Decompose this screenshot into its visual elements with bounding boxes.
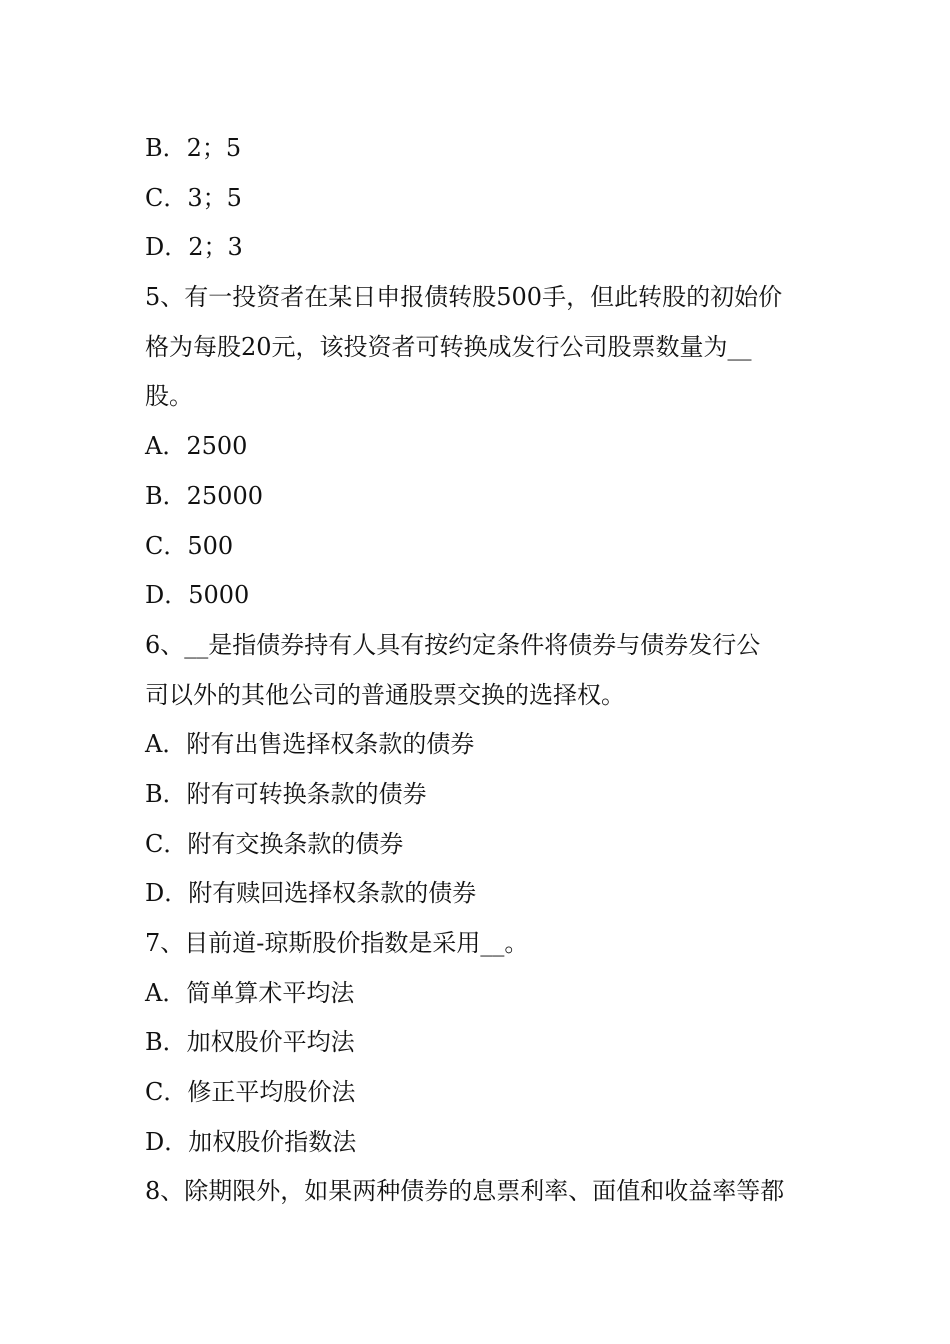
question-6-line-1: 6、__是指债券持有人具有按约定条件将债券与债券发行公 bbox=[145, 630, 761, 659]
option-d-q6: D．附有赎回选择权条款的债券 bbox=[145, 879, 477, 908]
option-a-q7: A．简单算术平均法 bbox=[145, 978, 355, 1007]
option-c-q5: C．500 bbox=[145, 531, 234, 560]
option-c-q7: C．修正平均股价法 bbox=[145, 1078, 356, 1107]
option-a-q6: A．附有出售选择权条款的债券 bbox=[145, 730, 475, 759]
option-d-q7: D．加权股价指数法 bbox=[145, 1127, 357, 1156]
option-b-q5: B．25000 bbox=[145, 481, 263, 510]
option-b-q4: B．2；5 bbox=[145, 134, 242, 162]
question-5-line-3: 股。 bbox=[145, 382, 193, 411]
question-6-line-2: 司以外的其他公司的普通股票交换的选择权。 bbox=[145, 680, 625, 709]
option-c-q6: C．附有交换条款的债券 bbox=[145, 829, 404, 858]
question-5-line-1: 5、有一投资者在某日申报债转股500手，但此转股的初始价 bbox=[145, 283, 783, 312]
question-7: 7、目前道-琼斯股价指数是采用__。 bbox=[145, 929, 529, 957]
option-a-q5: A．2500 bbox=[145, 432, 248, 461]
question-5-line-2: 格为每股20元，该投资者可转换成发行公司股票数量为__ bbox=[145, 332, 752, 361]
option-b-q6: B．附有可转换条款的债券 bbox=[145, 779, 427, 808]
option-c-q4: C．3；5 bbox=[145, 183, 242, 212]
document-body bbox=[145, 124, 810, 1217]
option-d-q5: D．5000 bbox=[145, 581, 250, 610]
question-8-line-1: 8、除期限外，如果两种债券的息票利率、面值和收益率等都 bbox=[145, 1177, 785, 1206]
option-d-q4: D．2；3 bbox=[145, 233, 243, 262]
option-b-q7: B．加权股价平均法 bbox=[145, 1028, 355, 1057]
